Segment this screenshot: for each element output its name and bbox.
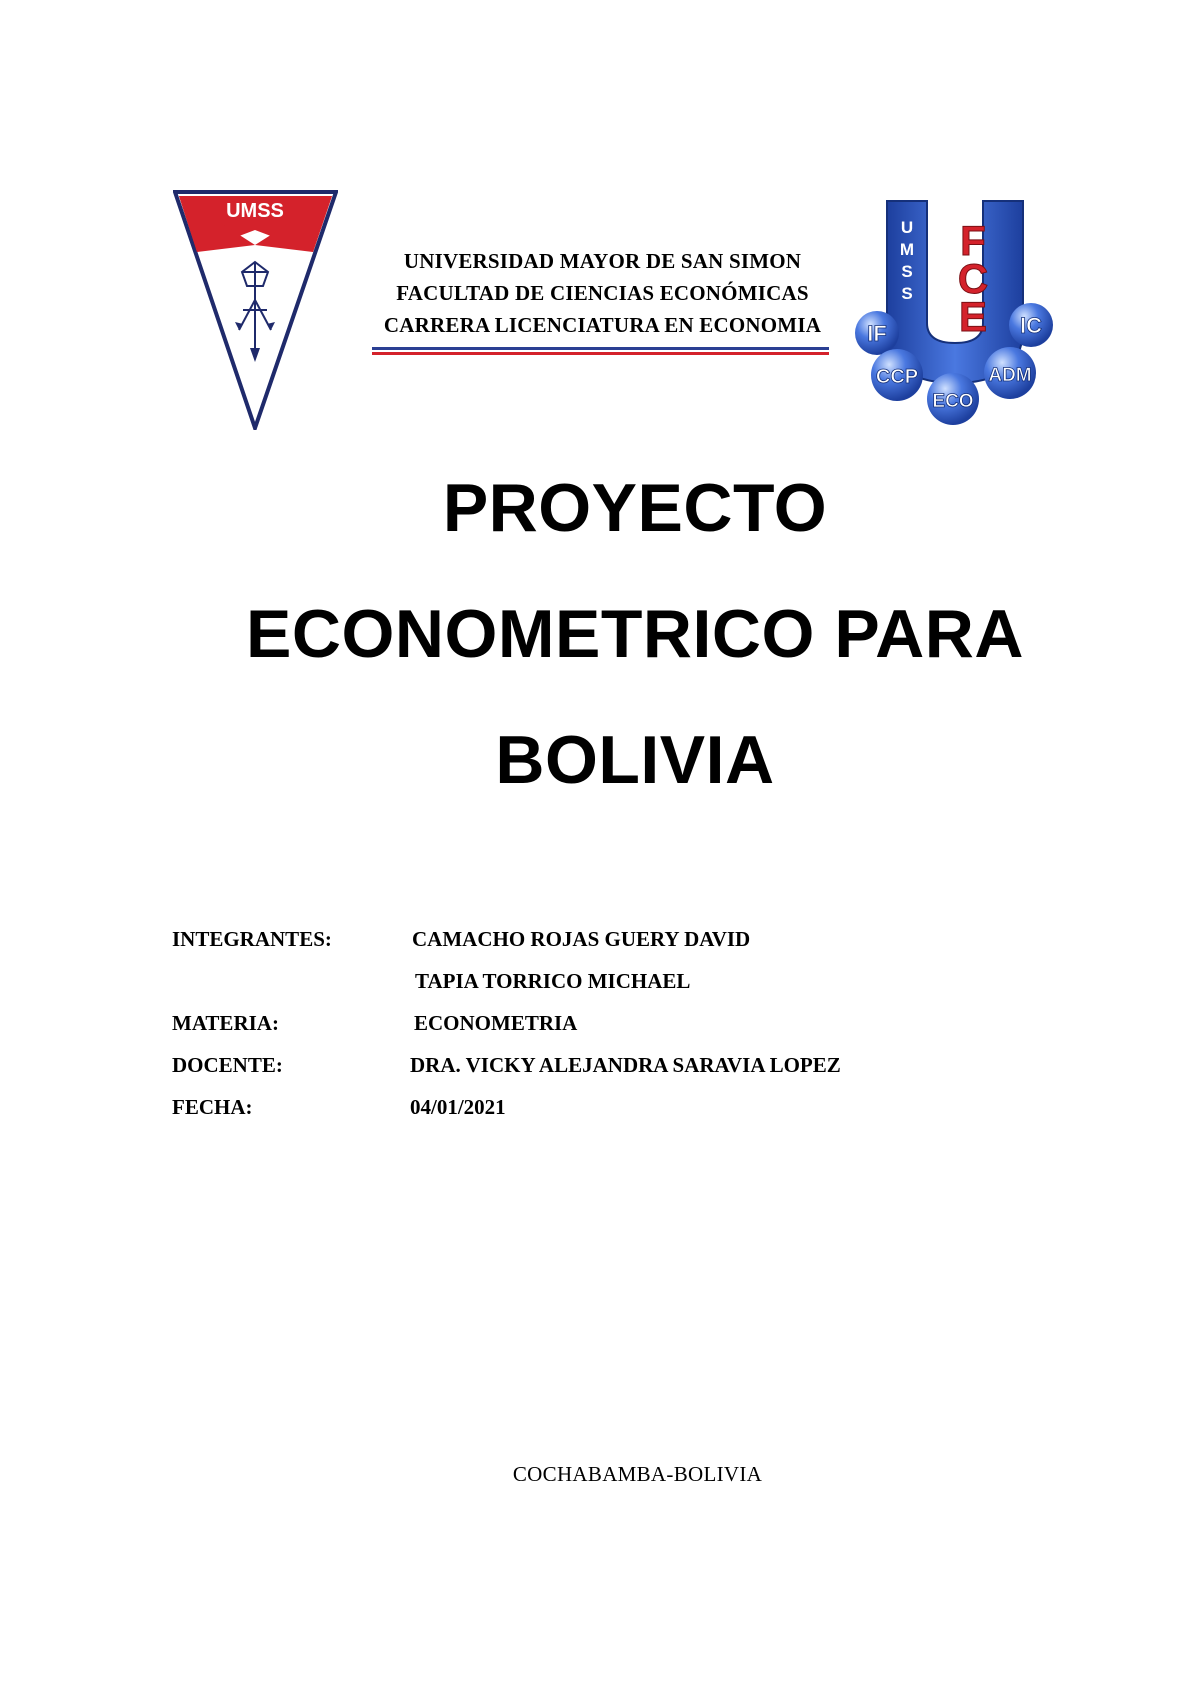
svg-text:M: M: [899, 240, 915, 259]
info-row-member-2: [172, 960, 1072, 1002]
teacher-value: DRA. VICKY ALEJANDRA SARAVIA LOPEZ: [410, 1053, 841, 1077]
svg-text:ADM: ADM: [988, 365, 1032, 386]
member-2: TAPIA TORRICO MICHAEL: [415, 969, 691, 993]
flag-stripes: [372, 347, 829, 355]
subject-label: MATERIA:: [172, 1011, 279, 1035]
svg-text:CCP: CCP: [875, 366, 919, 388]
red-stripe: [372, 352, 829, 355]
location-footer: COCHABAMBA-BOLIVIA: [512, 1462, 763, 1486]
title-line-2: ECONOMETRICO PARA: [246, 596, 1024, 672]
fce-bubble-if: [855, 311, 899, 355]
institution-header: [330, 245, 875, 341]
title-line-1: PROYECTO: [442, 470, 828, 546]
umss-logo: [173, 190, 338, 430]
faculty-name: FACULTAD DE CIENCIAS ECONÓMICAS: [396, 281, 809, 305]
subject-value: ECONOMETRIA: [414, 1011, 578, 1035]
date-label: FECHA:: [172, 1095, 253, 1119]
date-value: 04/01/2021: [410, 1095, 506, 1119]
member-1: CAMACHO ROJAS GUERY DAVID: [412, 927, 751, 951]
svg-text:C: C: [957, 255, 989, 302]
university-name: UNIVERSIDAD MAYOR DE SAN SIMON: [403, 249, 802, 273]
project-title: [150, 445, 1120, 823]
svg-text:IF: IF: [867, 321, 887, 346]
members-label: INTEGRANTES:: [172, 927, 332, 951]
svg-text:F: F: [960, 217, 986, 264]
career-name: CARRERA LICENCIATURA EN ECONOMIA: [383, 313, 822, 337]
fce-letters-visual: [958, 217, 988, 340]
svg-text:S: S: [901, 284, 913, 303]
svg-text:IC: IC: [1020, 313, 1042, 338]
umss-logo-text: UMSS: [226, 200, 284, 222]
teacher-label: DOCENTE:: [172, 1053, 283, 1077]
fce-bubble-eco: [927, 373, 979, 425]
info-row-subject: [172, 1002, 1072, 1044]
project-info: [172, 918, 1072, 1128]
svg-text:U: U: [900, 218, 914, 237]
svg-text:ECO: ECO: [932, 391, 974, 412]
svg-text:S: S: [901, 262, 913, 281]
fce-bubble-ic: [1009, 303, 1053, 347]
info-row-teacher: [172, 1044, 1072, 1086]
fce-bubble-ccp: [871, 349, 923, 401]
info-row-date: [172, 1086, 1072, 1128]
title-line-3: BOLIVIA: [495, 722, 775, 798]
fce-bubble-adm: [984, 347, 1036, 399]
svg-text:E: E: [958, 293, 988, 340]
info-row-members: [172, 918, 1072, 960]
fce-logo: [855, 193, 1055, 428]
